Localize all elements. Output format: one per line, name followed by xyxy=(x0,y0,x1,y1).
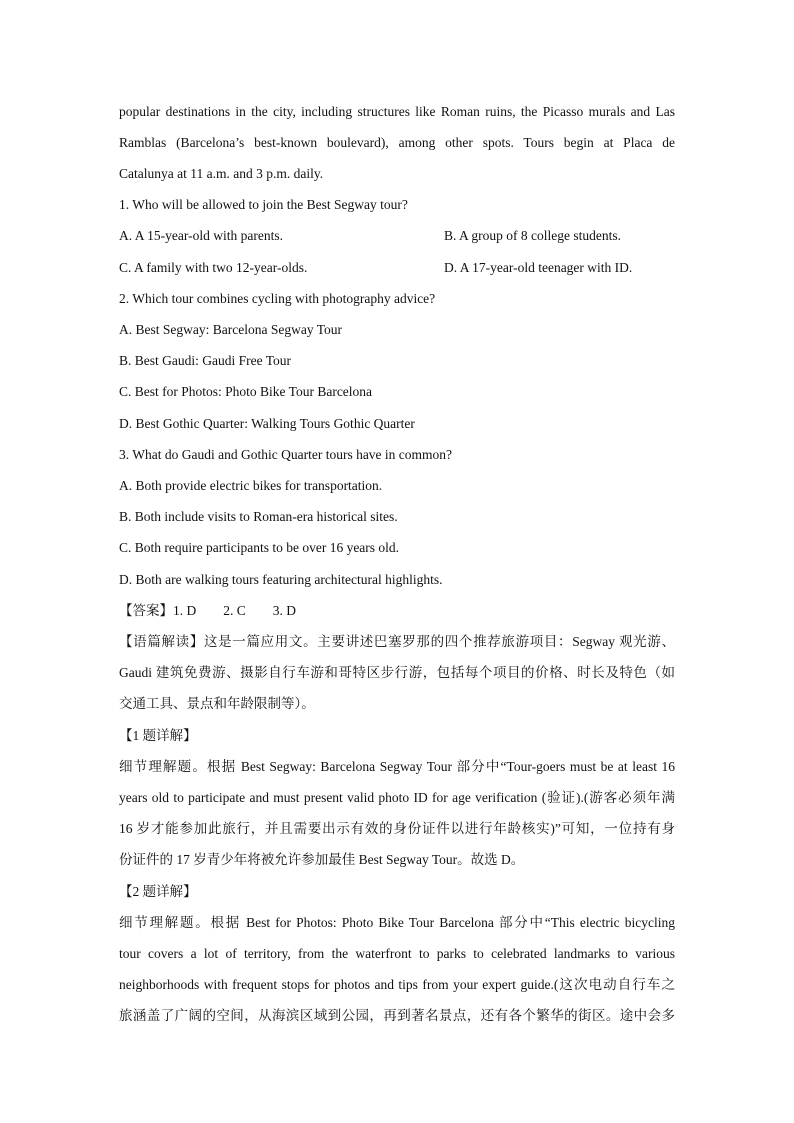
detail-1-line: years old to participate and must present valid photo ID for age verification (验证).(游客必须年满 xyxy=(119,790,675,805)
detail-1-line: 16 岁才能参加此旅行，并且需要出示有效的身份证件以进行年龄核实)”可知，一位持有身 xyxy=(119,821,675,836)
passage-line: Catalunya at 11 a.m. and 3 p.m. daily. xyxy=(119,166,324,181)
detail-2-line: 旅涵盖了广阔的空间，从海滨区域到公园，再到著名景点，还有各个繁华的街区。途中会多 xyxy=(119,1008,675,1023)
answer-line: 【答案】1. D 2. C 3. D xyxy=(119,603,297,618)
question-2-option-a: A. Best Segway: Barcelona Segway Tour xyxy=(119,322,343,337)
question-2-stem: 2. Which tour combines cycling with photography advice? xyxy=(119,291,436,306)
question-3-stem: 3. What do Gaudi and Gothic Quarter tours have in common? xyxy=(119,447,453,462)
detail-1-heading: 【1 题详解】 xyxy=(119,728,197,743)
interpretation-line: Gaudi 建筑免费游、摄影自行车游和哥特区步行游，包括每个项目的价格、时长及特色（如 xyxy=(119,665,675,680)
question-1-option-d: D. A 17-year-old teenager with ID. xyxy=(444,260,633,275)
detail-1-line: 细节理解题。根据 Best Segway: Barcelona Segway Tour 部分中“Tour-goers must be at least 16 xyxy=(119,759,675,774)
question-1-stem: 1. Who will be allowed to join the Best Segway tour? xyxy=(119,197,408,212)
detail-2-line: neighborhoods with frequent stops for photos and tips from your expert guide.(这次电动自行车之 xyxy=(119,977,675,992)
interpretation-line: 交通工具、景点和年龄限制等）。 xyxy=(119,696,315,711)
question-1-option-b: B. A group of 8 college students. xyxy=(444,228,621,243)
question-2-option-d: D. Best Gothic Quarter: Walking Tours Gothic Quarter xyxy=(119,416,415,431)
detail-2-line: 细节理解题。根据 Best for Photos: Photo Bike Tour Barcelona 部分中“This electric bicycling xyxy=(119,915,675,930)
question-2-option-b: B. Best Gaudi: Gaudi Free Tour xyxy=(119,353,292,368)
question-3-option-b: B. Both include visits to Roman-era historical sites. xyxy=(119,509,398,524)
detail-2-heading: 【2 题详解】 xyxy=(119,884,197,899)
detail-1-line: 份证件的 17 岁青少年将被允许参加最佳 Best Segway Tour。故选 D。 xyxy=(119,852,525,867)
question-1-option-a: A. A 15-year-old with parents. xyxy=(119,228,283,243)
passage-line: popular destinations in the city, including structures like Roman ruins, the Picasso murals and Las xyxy=(119,104,675,119)
question-2-option-c: C. Best for Photos: Photo Bike Tour Barcelona xyxy=(119,384,373,399)
question-3-option-a: A. Both provide electric bikes for transportation. xyxy=(119,478,383,493)
question-3-option-d: D. Both are walking tours featuring architectural highlights. xyxy=(119,572,443,587)
question-3-option-c: C. Both require participants to be over 16 years old. xyxy=(119,540,400,555)
interpretation-line: 【语篇解读】这是一篇应用文。主要讲述巴塞罗那的四个推荐旅游项目：Segway 观光游、 xyxy=(119,634,675,649)
question-1-option-c: C. A family with two 12-year-olds. xyxy=(119,260,308,275)
passage-line: Ramblas (Barcelona’s best-known boulevard), among other spots. Tours begin at Placa de xyxy=(119,135,675,150)
detail-2-line: tour covers a lot of territory, from the waterfront to parks to celebrated landmarks to various xyxy=(119,946,675,961)
